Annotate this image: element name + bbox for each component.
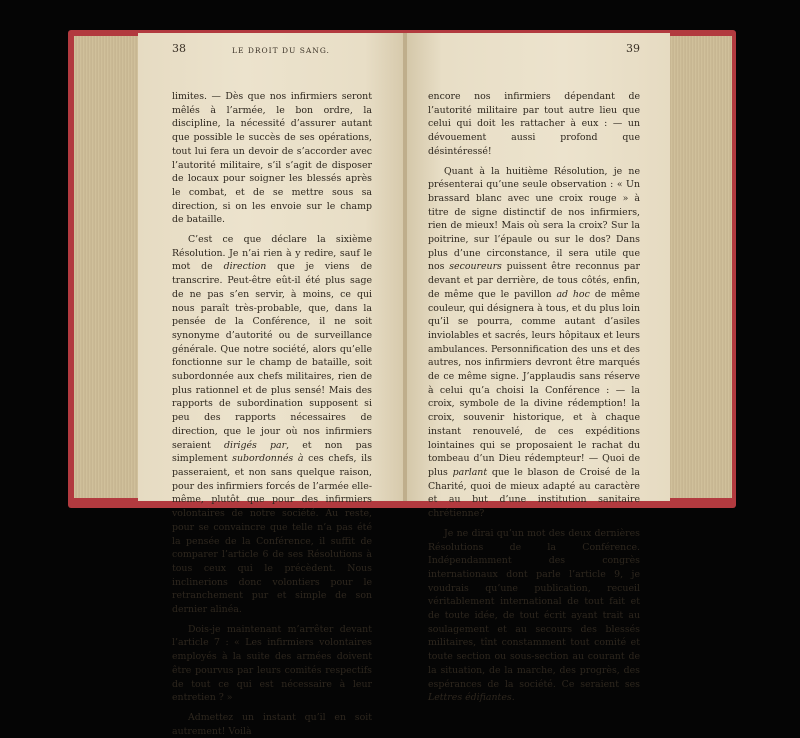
left-page-edges bbox=[74, 36, 140, 498]
paragraph: encore nos infirmiers dépendant de l’autorité militaire par tout autre lieu que celui qui doit les rattacher à eux : — un dévouement aussi profond que désintéressé! bbox=[428, 91, 640, 157]
paragraph: limites. — Dès que nos infirmiers seront mêlés à l’armée, le bon ordre, la discipline, la nécessité d’assurer autant que possible le succès de ses opérations, tout lui fera un devoir de s’accorder avec l’autorité militaire, s’il s’agit de disposer de locaux pour soigner les blessés après le combat, et de se mettre sous sa direction, si on les envoie sur le champ de bataille. bbox=[172, 91, 372, 226]
paragraph: C’est ce que déclare la sixième Résolution. Je n’ai rien à y redire, sauf le mot de direction que je viens de transcrire. Peut-être eût-il été plus sage de ne pas s’en servir, à moins, ce qui nous paraît très-probable, que, dans la pensée de la Conférence, il ne soit synonyme d’autorité ou de surveillance générale. Que notre société, alors qu’elle fonctionne sur le champ de bataille, soit subordonnée aux chefs militaires, rien de plus rationnel et de plus sensé! Mais des rapports de subordination supposent si peu des rapports nécessaires de direction, que le jour où nos infirmiers seraient dirigés par, et non pas simplement subordonnés à ces chefs, ils passeraient, et non sans quelque raison, pour des infirmiers forcés de l’armée elle-même, plutôt que pour des infirmiers volontaires de notre société. Au reste, pour se convaincre que telle n’a pas été la pensée de la Conférence, il suffit de comparer l’article 6 de ses Résolutions à tous ceux qui le précèdent. Nous inclinerions donc volontiers pour le retranchement pur et simple de son dernier alinéa. bbox=[172, 234, 373, 616]
running-head: LE DROIT DU SANG. bbox=[232, 46, 330, 55]
left-page-text bbox=[172, 90, 372, 738]
paragraph: Admettez un instant qu’il en soit autrement! Voilà bbox=[172, 711, 372, 737]
book-gutter bbox=[403, 33, 407, 501]
paragraph: Quant à la huitième Résolution, je ne présenterai qu’une seule observation : « Un brassard blanc avec une croix rouge » à titre de signe distinctif de nos infirmiers, rien de mieux! Mais où sera la croix? Sur la poitrine, sur l’épaule ou sur le dos? Dans plus d’une circonstance, il sera utile que nos secoureurs puissent être reconnus par devant et par derrière, de tous côtés, enfin, de même que le pavillon ad hoc de même couleur, qui désignera à tous, et du plus loin qu’il se pourra, comme autant d’asiles inviolables et sacrés, leurs hôpitaux et leurs ambulances. Personnification des uns et des autres, nos infirmiers devront être marqués de ce même signe. J’applaudis sans réserve à celui qu’a choisi la Conférence : — la croix, symbole de la divine rédemption! la croix, souvenir historique, et à chaque instant renouvelé, de ces expéditions lointaines qui se proposaient le rachat du tombeau d’un Dieu rédempteur! — Quoi de plus parlant que le blason de Croisé de la Charité, quoi de mieux adapté au caractère et au but d’une institution sanitaire chrétienne? bbox=[428, 165, 640, 520]
right-page-number: 39 bbox=[626, 42, 640, 55]
right-page-edges bbox=[668, 36, 732, 498]
paragraph: Dois-je maintenant m’arrêter devant l’article 7 : « Les infirmiers volontaires employés à la suite des armées doivent être pourvus par leurs comités respectifs de tout ce qui est nécessaire à leur entretien ? » bbox=[172, 623, 372, 704]
left-page-number: 38 bbox=[172, 42, 186, 55]
right-page-text bbox=[428, 90, 640, 705]
paragraph: Je ne dirai qu’un mot des deux dernières Résolutions de la Conférence. Indépendamment des congrès internationaux dont parle l’article 9, je voudrais qu’une publication, recueil véritablement international de tout fait et de toute idée, de tout écrit ayant trait au soulagement et au secours des blessés militaires, tînt constamment tout comité et toute section ou sous-section au courant de la situation, de la marche, des progrès, des espérances de la société. Ce seraient ses Lettres édifiantes. bbox=[428, 527, 640, 704]
